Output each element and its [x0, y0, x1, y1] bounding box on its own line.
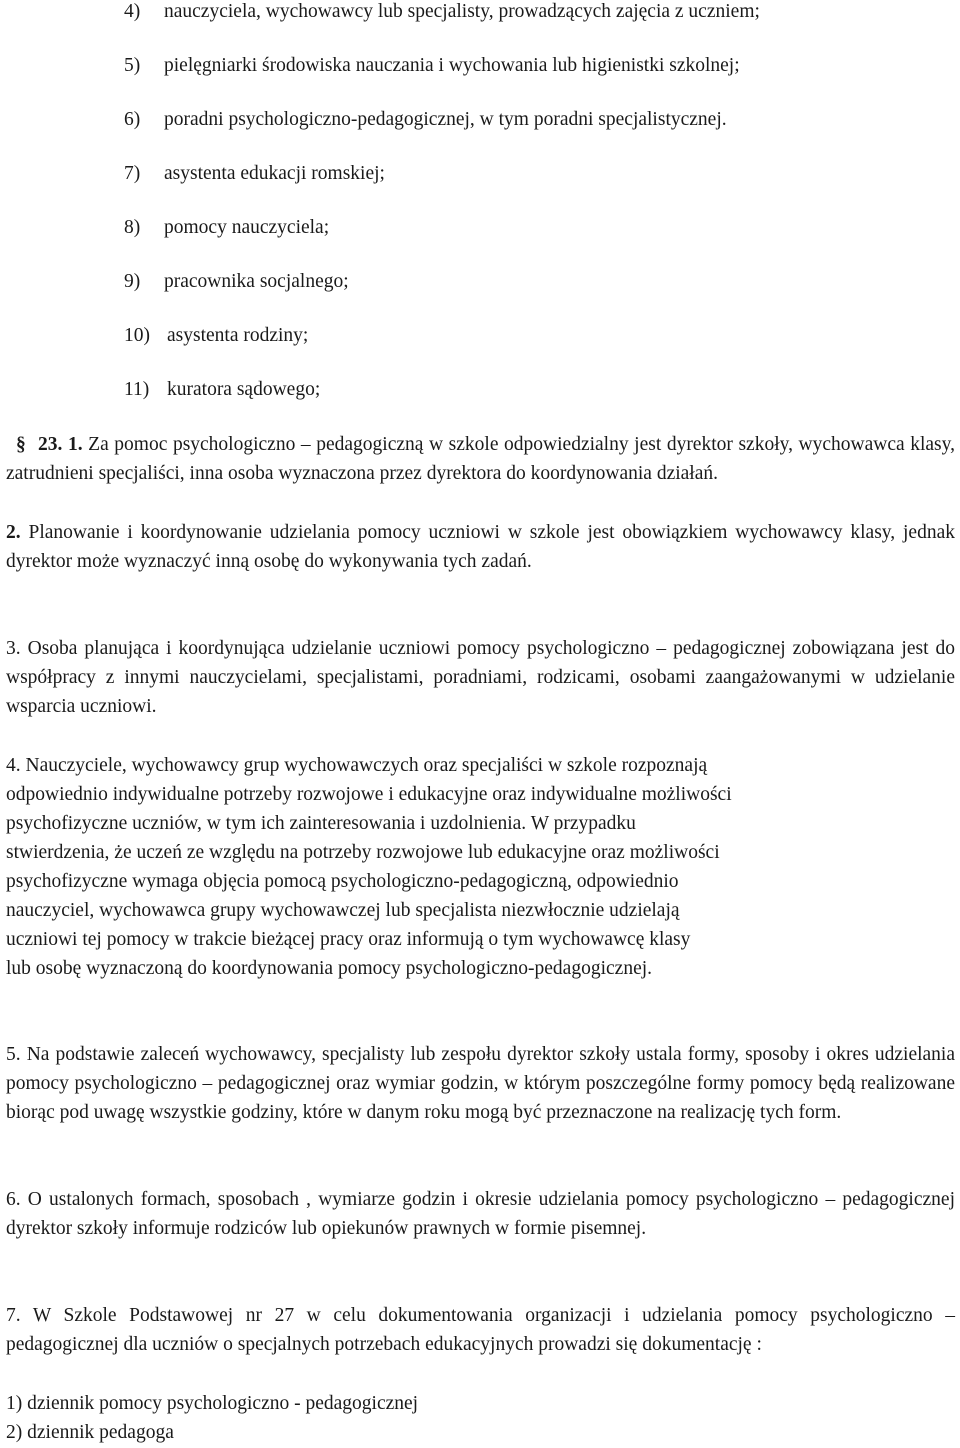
paragraph-text: 6. O ustalonych formach, sposobach , wymiarze godzin i okresie udzielania pomocy psychologiczno – pedagogicznej dyrektor szkoły informuje rodziców lub opiekunów prawnych w formie pisemnej.: [6, 1189, 955, 1239]
paragraph-text: 7. W Szkole Podstawowej nr 27 w celu dokumentowania organizacji i udzielania pomocy psychologiczno – pedagogicznej dla uczniów o specjalnych potrzebach edukacyjnych prowadzi się dokumentację :: [6, 1305, 955, 1355]
list-item-number: 11): [124, 379, 150, 400]
list-item: [124, 270, 349, 294]
paragraph-5: [6, 1040, 955, 1127]
list-item-text: asystenta rodziny;: [167, 325, 309, 346]
paragraph-7: [6, 1301, 955, 1359]
list-item-number: 9): [124, 271, 141, 292]
paragraph-1: [6, 430, 955, 488]
paragraph-text: 5. Na podstawie zaleceń wychowawcy, specjalisty lub zespołu dyrektor szkoły ustala formy, sposoby i okres udzielania pomocy psychologiczno – pedagogicznej oraz wymiar godzin, w którym poszczególne formy pomocy będą realizowane biorąc pod uwagę wszystkie godziny, które w danym roku mogą być przeznaczone na realizację tych form.: [6, 1044, 955, 1123]
list-item-number: 7): [124, 163, 141, 184]
list-item: [124, 162, 385, 186]
paragraph-text: Za pomoc psychologiczno – pedagogiczną w szkole odpowiedzialny jest dyrektor szkoły, wychowawca klasy, zatrudnieni specjaliści, inna osoba wyznaczona przez dyrektora do koordynowania działań.: [6, 434, 956, 484]
paragraph-number: 2.: [6, 522, 21, 543]
paragraph-line: uczniowi tej pomocy w trakcie bieżącej pracy oraz informują o tym wychowawcę klasy: [6, 929, 691, 950]
paragraph-text: Planowanie i koordynowanie udzielania pomocy uczniowi w szkole jest obowiązkiem wychowawcy klasy, jednak dyrektor może wyznaczyć inną osobę do wykonywania tych zadań.: [6, 522, 955, 572]
paragraph-line: nauczyciel, wychowawca grupy wychowawczej lub specjalista niezwłocznie udzielają: [6, 900, 680, 921]
paragraph-line: odpowiednio indywidualne potrzeby rozwojowe i edukacyjne oraz indywidualne możliwości: [6, 784, 732, 805]
paragraph-4: [6, 751, 955, 983]
list-item: [124, 0, 760, 24]
list-item-number: 6): [124, 109, 141, 130]
list-item-number: 5): [124, 55, 141, 76]
paragraph-line: psychofizyczne wymaga objęcia pomocą psychologiczno-pedagogiczną, odpowiednio: [6, 871, 679, 892]
list-item: 2) dziennik pedagoga: [6, 1422, 174, 1443]
document-list: [6, 1389, 955, 1447]
list-item-text: pielęgniarki środowiska nauczania i wychowania lub higienistki szkolnej;: [164, 55, 740, 76]
paragraph-line: 4. Nauczyciele, wychowawcy grup wychowawczych oraz specjaliści w szkole rozpoznają: [6, 755, 708, 776]
paragraph-text: Osoba planująca i koordynująca udzielanie uczniowi pomocy psychologiczno – pedagogicznej zobowiązana jest do współpracy z innymi nauczycielami, specjalistami, poradniami, rodzicami, osobami zaangażowanymi w udzielanie wsparcia uczniowi.: [6, 638, 955, 717]
list-item-text: poradni psychologiczno-pedagogicznej, w tym poradni specjalistycznej.: [164, 109, 727, 130]
paragraph-number: 3.: [6, 638, 21, 659]
list-item-number: 4): [124, 1, 141, 22]
paragraph-line: psychofizyczne uczniów, w tym ich zainteresowania i uzdolnienia. W przypadku: [6, 813, 636, 834]
paragraph-line: stwierdzenia, że uczeń ze względu na potrzeby rozwojowe lub edukacyjne oraz możliwości: [6, 842, 720, 863]
list-item: [124, 378, 320, 402]
list-item: [124, 54, 740, 78]
paragraph-line: lub osobę wyznaczoną do koordynowania pomocy psychologiczno-pedagogicznej.: [6, 958, 653, 979]
list-item-number: 10): [124, 325, 150, 346]
paragraph-2: [6, 518, 955, 576]
list-item: 1) dziennik pomocy psychologiczno - pedagogicznej: [6, 1393, 419, 1414]
list-item-text: nauczyciela, wychowawcy lub specjalisty, prowadzących zajęcia z uczniem;: [164, 1, 760, 22]
list-item-text: asystenta edukacji romskiej;: [164, 163, 385, 184]
paragraph-3: [6, 634, 955, 721]
section-number: 23. 1.: [38, 434, 83, 455]
list-item: [124, 324, 308, 348]
list-item: [124, 216, 329, 240]
list-item: [124, 108, 727, 132]
list-item-number: 8): [124, 217, 141, 238]
list-item-text: pomocy nauczyciela;: [164, 217, 330, 238]
paragraph-6: [6, 1185, 955, 1243]
list-item-text: kuratora sądowego;: [167, 379, 321, 400]
list-item-text: pracownika socjalnego;: [164, 271, 349, 292]
section-sign-icon: §: [16, 434, 26, 455]
